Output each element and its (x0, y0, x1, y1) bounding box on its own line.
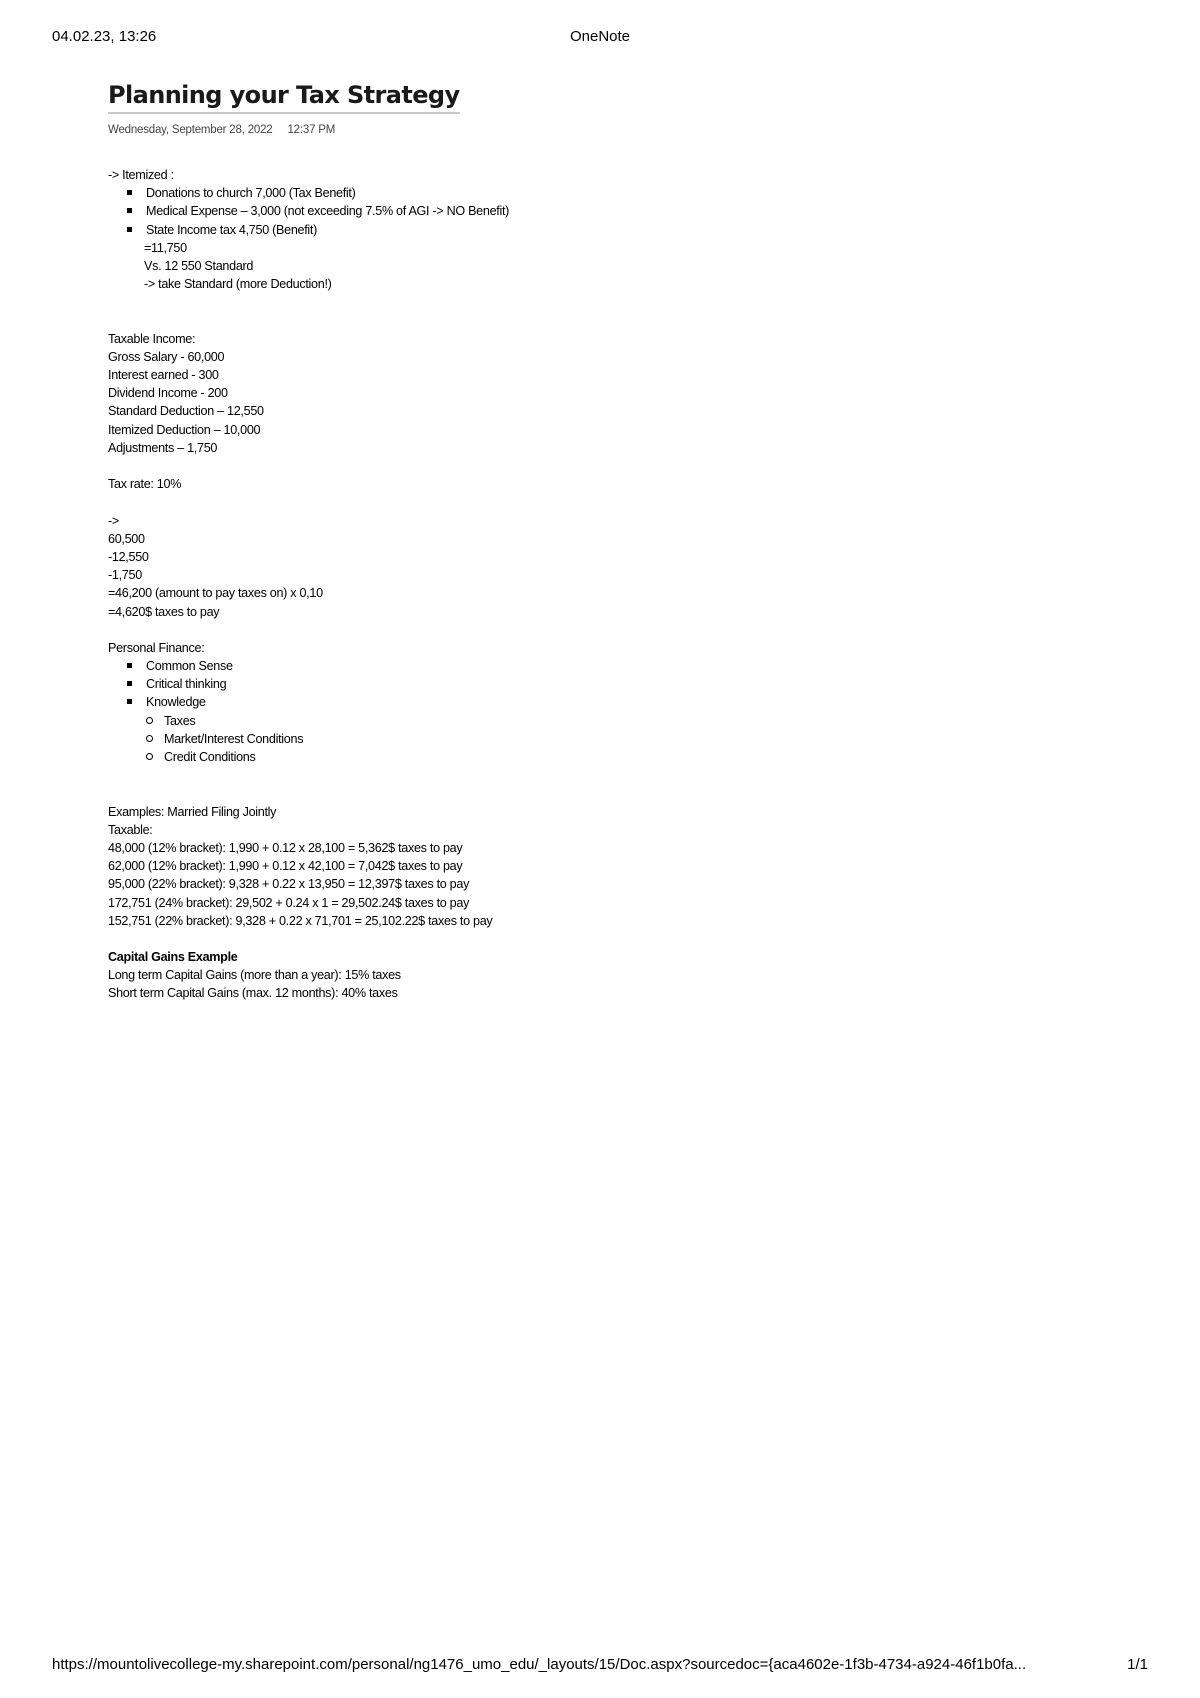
text-line: =46,200 (amount to pay taxes on) x 0,10 (108, 586, 323, 601)
note-body (108, 166, 1008, 1003)
list-item: Credit Conditions (144, 748, 1008, 766)
list-item: Taxes (144, 712, 1008, 730)
taxable-income-heading: Taxable Income: (108, 331, 196, 346)
capital-gains-heading: Capital Gains Example (108, 950, 238, 965)
list-item: Critical thinking (125, 675, 1008, 693)
print-timestamp: 04.02.23, 13:26 (52, 28, 157, 45)
list-item: State Income tax 4,750 (Benefit) (125, 221, 1008, 239)
itemized-continuation (108, 239, 1008, 294)
text-line: =4,620$ taxes to pay (108, 604, 220, 619)
text-line: Short term Capital Gains (max. 12 months): 40% taxes (108, 986, 398, 1001)
personal-finance-list (108, 657, 1008, 712)
itemized-vs-standard: Vs. 12 550 Standard (144, 258, 254, 273)
text-line: -> (108, 513, 119, 528)
text-line: 62,000 (12% bracket): 1,990 + 0.12 x 42,100 = 7,042$ taxes to pay (108, 859, 463, 874)
note-date-text: Wednesday, September 28, 2022 (108, 124, 273, 136)
itemized-total: =11,750 (144, 240, 187, 255)
text-line: Interest earned - 300 (108, 368, 219, 383)
examples-block (108, 803, 1008, 930)
page-title: Planning your Tax Strategy (108, 80, 460, 114)
text-line: Standard Deduction – 12,550 (108, 404, 264, 419)
text-line: 152,751 (22% bracket): 9,328 + 0.22 x 71,701 = 25,102.22$ taxes to pay (108, 913, 493, 928)
print-page-number: 1/1 (1127, 1656, 1148, 1673)
personal-finance-heading: Personal Finance: (108, 640, 205, 655)
print-app-name: OneNote (569, 28, 631, 45)
text-line: -1,750 (108, 568, 142, 583)
note-time-text: 12:37 PM (287, 124, 336, 136)
text-line: Taxable: (108, 822, 153, 837)
text-line: Itemized Deduction – 10,000 (108, 422, 261, 437)
calculation-block (108, 512, 1008, 621)
text-line: 48,000 (12% bracket): 1,990 + 0.12 x 28,100 = 5,362$ taxes to pay (108, 840, 463, 855)
itemized-conclusion: -> take Standard (more Deduction!) (144, 277, 332, 292)
print-header (52, 28, 1148, 48)
text-line: 172,751 (24% bracket): 29,502 + 0.24 x 1 = 29,502.24$ taxes to pay (108, 895, 470, 910)
list-item: Common Sense (125, 657, 1008, 675)
taxable-income-block (108, 330, 1008, 457)
text-line: Gross Salary - 60,000 (108, 349, 225, 364)
examples-heading: Examples: Married Filing Jointly (108, 804, 277, 819)
text-line: Dividend Income - 200 (108, 386, 228, 401)
print-source-url: https://mountolivecollege-my.sharepoint.com/personal/ng1476_umo_edu/_layouts/15/Doc.aspx?sourcedoc={aca4602e-1f3b-4734-a924-46f1b0fa... (52, 1656, 1027, 1673)
capital-gains-block (108, 948, 1008, 1003)
note-page (108, 80, 1008, 1003)
text-line: 60,500 (108, 531, 145, 546)
text-line: 95,000 (22% bracket): 9,328 + 0.22 x 13,950 = 12,397$ taxes to pay (108, 877, 470, 892)
itemized-heading: -> Itemized : (108, 168, 174, 182)
list-item: Market/Interest Conditions (144, 730, 1008, 748)
note-date (108, 124, 1008, 136)
list-item: Donations to church 7,000 (Tax Benefit) (125, 184, 1008, 202)
text-line: Long term Capital Gains (more than a year): 15% taxes (108, 968, 401, 983)
tax-rate: Tax rate: 10% (108, 477, 182, 492)
list-item: Knowledge (125, 693, 1008, 711)
text-line: Adjustments – 1,750 (108, 440, 218, 455)
knowledge-sublist (108, 712, 1008, 767)
itemized-list (108, 184, 1008, 239)
text-line: -12,550 (108, 549, 149, 564)
list-item: Medical Expense – 3,000 (not exceeding 7.5% of AGI -> NO Benefit) (125, 202, 1008, 220)
